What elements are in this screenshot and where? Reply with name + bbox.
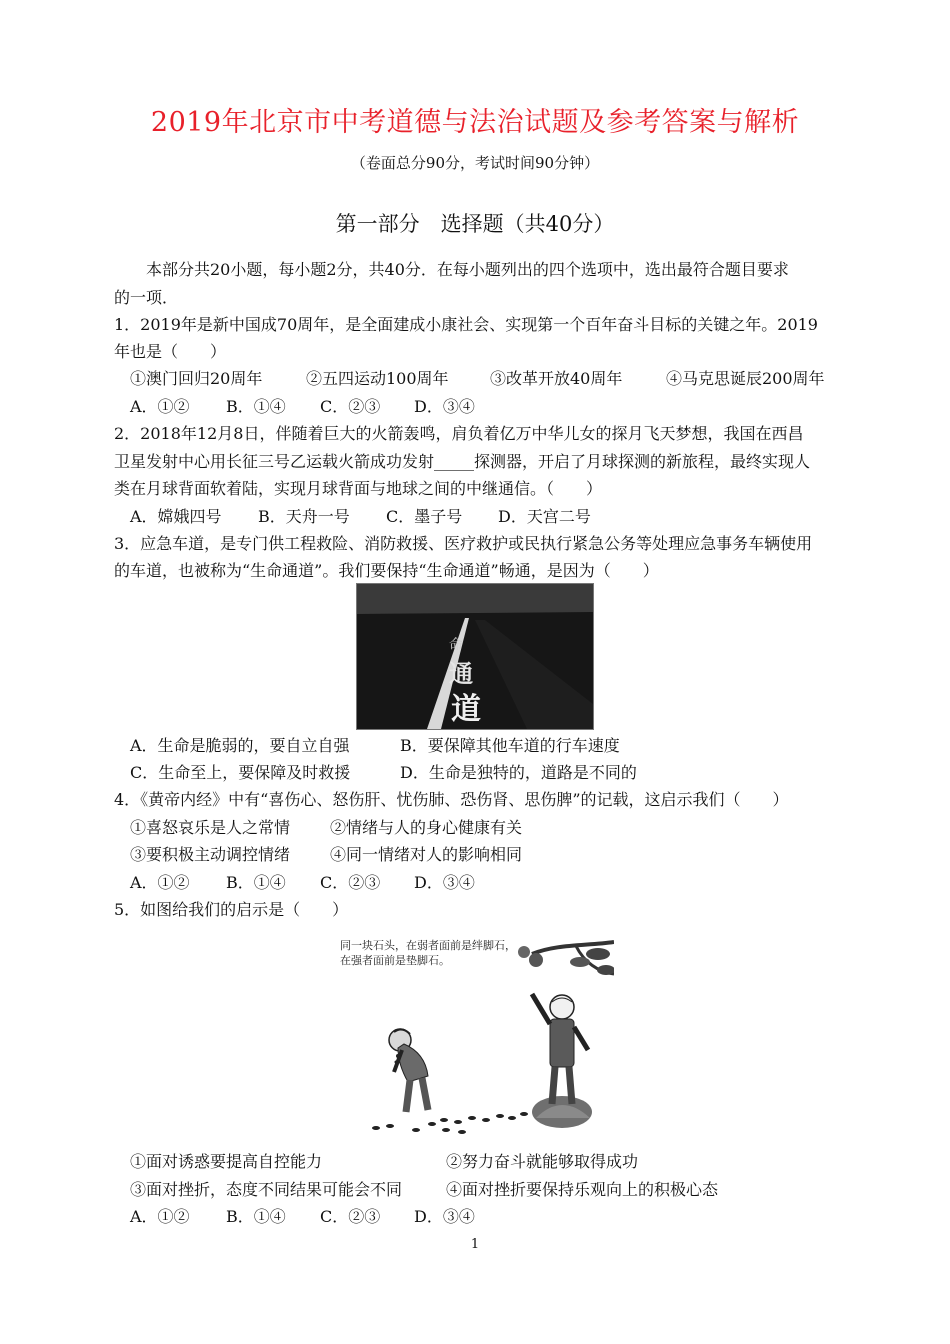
q1-choice-b: B．①④ bbox=[226, 397, 286, 416]
q1-choice-a: A．①② bbox=[130, 397, 190, 416]
q3-stem-line-2: 的车道，也被称为“生命通道”。我们要保持“生命通道”畅通，是因为（ ） bbox=[114, 561, 659, 580]
q2-stem-line-1: 2．2018年12月8日，伴随着巨大的火箭轰鸣，肩负着亿万中华儿女的探月飞天梦想，我国在西昌 bbox=[114, 424, 804, 443]
photo-lane-char: 通 bbox=[449, 660, 473, 688]
q1-item: ④马克思诞辰200周年 bbox=[666, 369, 825, 388]
q3-option-d: D．生命是独特的，道路是不同的 bbox=[400, 763, 637, 782]
q2-stem-line-3: 类在月球背面软着陆，实现月球背面与地球之间的中继通信。（ ） bbox=[114, 479, 603, 498]
section-heading: 第一部分 选择题（共40分） bbox=[335, 212, 615, 236]
q5-choice-b: B．①④ bbox=[226, 1207, 286, 1226]
q4-stem: 4．《黄帝内经》中有“喜伤心、怒伤肝、忧伤肺、恐伤肾、思伤脾”的记载，这启示我们（ ） bbox=[114, 790, 789, 809]
q2-stem-line-2: 卫星发射中心用长征三号乙运载火箭成功发射_____探测器，开启了月球探测的新旅程，最终实现人 bbox=[114, 452, 811, 471]
q3-option-a: A．生命是脆弱的，要自立自强 bbox=[130, 736, 350, 755]
q1-item: ②五四运动100周年 bbox=[306, 369, 449, 388]
q2-choice-a: A．嫦娥四号 bbox=[130, 507, 222, 526]
cartoon-caption-line-1: 同一块石头，在弱者面前是绊脚石， bbox=[340, 939, 516, 952]
q4-choice-d: D．③④ bbox=[414, 873, 475, 892]
q5-item: ②努力奋斗就能够取得成功 bbox=[446, 1152, 639, 1171]
intro-line-2: 的一项． bbox=[114, 288, 179, 307]
q2-choice-d: D．天宫二号 bbox=[498, 507, 591, 526]
emergency-lane-photo bbox=[356, 583, 594, 730]
q4-choice-a: A．①② bbox=[130, 873, 190, 892]
photo-lane-char: 命 bbox=[448, 636, 464, 654]
q2-choice-c: C．墨子号 bbox=[386, 507, 463, 526]
q5-stem: 5．如图给我们的启示是（ ） bbox=[114, 900, 349, 919]
q4-item: ②情绪与人的身心健康有关 bbox=[330, 818, 523, 837]
q1-item: ①澳门回归20周年 bbox=[130, 369, 263, 388]
q5-choice-c: C．②③ bbox=[320, 1207, 381, 1226]
q4-item: ③要积极主动调控情绪 bbox=[130, 845, 291, 864]
q5-item: ③面对挫折，态度不同结果可能会不同 bbox=[130, 1180, 403, 1199]
q2-choice-b: B．天舟一号 bbox=[258, 507, 350, 526]
q4-item: ①喜怒哀乐是人之常情 bbox=[130, 818, 291, 837]
cartoon-figures-graphic bbox=[336, 932, 614, 1137]
q1-item: ③改革开放40周年 bbox=[490, 369, 623, 388]
q3-stem-line-1: 3．应急车道，是专门供工程救险、消防救援、医疗救护或民执行紧急公务等处理应急事务车辆使用 bbox=[114, 534, 813, 553]
q4-item: ④同一情绪对人的影响相同 bbox=[330, 845, 523, 864]
q3-option-c: C．生命至上，要保障及时救援 bbox=[130, 763, 351, 782]
q1-choice-d: D．③④ bbox=[414, 397, 475, 416]
page-number: 1 bbox=[470, 1237, 480, 1252]
photo-lane-char: 道 bbox=[451, 692, 481, 727]
exam-title: 2019年北京市中考道德与法治试题及参考答案与解析 bbox=[150, 107, 800, 138]
stone-cartoon bbox=[336, 932, 614, 1137]
q5-choice-d: D．③④ bbox=[414, 1207, 475, 1226]
q5-choice-a: A．①② bbox=[130, 1207, 190, 1226]
q1-stem-line-2: 年也是（ ） bbox=[114, 342, 227, 361]
q1-choice-c: C．②③ bbox=[320, 397, 381, 416]
q3-option-b: B．要保障其他车道的行车速度 bbox=[400, 736, 620, 755]
q5-item: ①面对诱惑要提高自控能力 bbox=[130, 1152, 323, 1171]
q1-stem-line-1: 1．2019年是新中国成70周年，是全面建成小康社会、实现第一个百年奋斗目标的关键之年。2019 bbox=[114, 315, 818, 334]
q4-choice-c: C．②③ bbox=[320, 873, 381, 892]
q5-item: ④面对挫折要保持乐观向上的积极心态 bbox=[446, 1180, 719, 1199]
q4-choice-b: B．①④ bbox=[226, 873, 286, 892]
intro-line-1: 本部分共20小题，每小题2分，共40分．在每小题列出的四个选项中，选出最符合题目要求 bbox=[146, 260, 789, 279]
cartoon-caption-line-2: 在强者面前是垫脚石。 bbox=[340, 954, 450, 967]
exam-subtitle: （卷面总分90分，考试时间90分钟） bbox=[350, 154, 600, 172]
